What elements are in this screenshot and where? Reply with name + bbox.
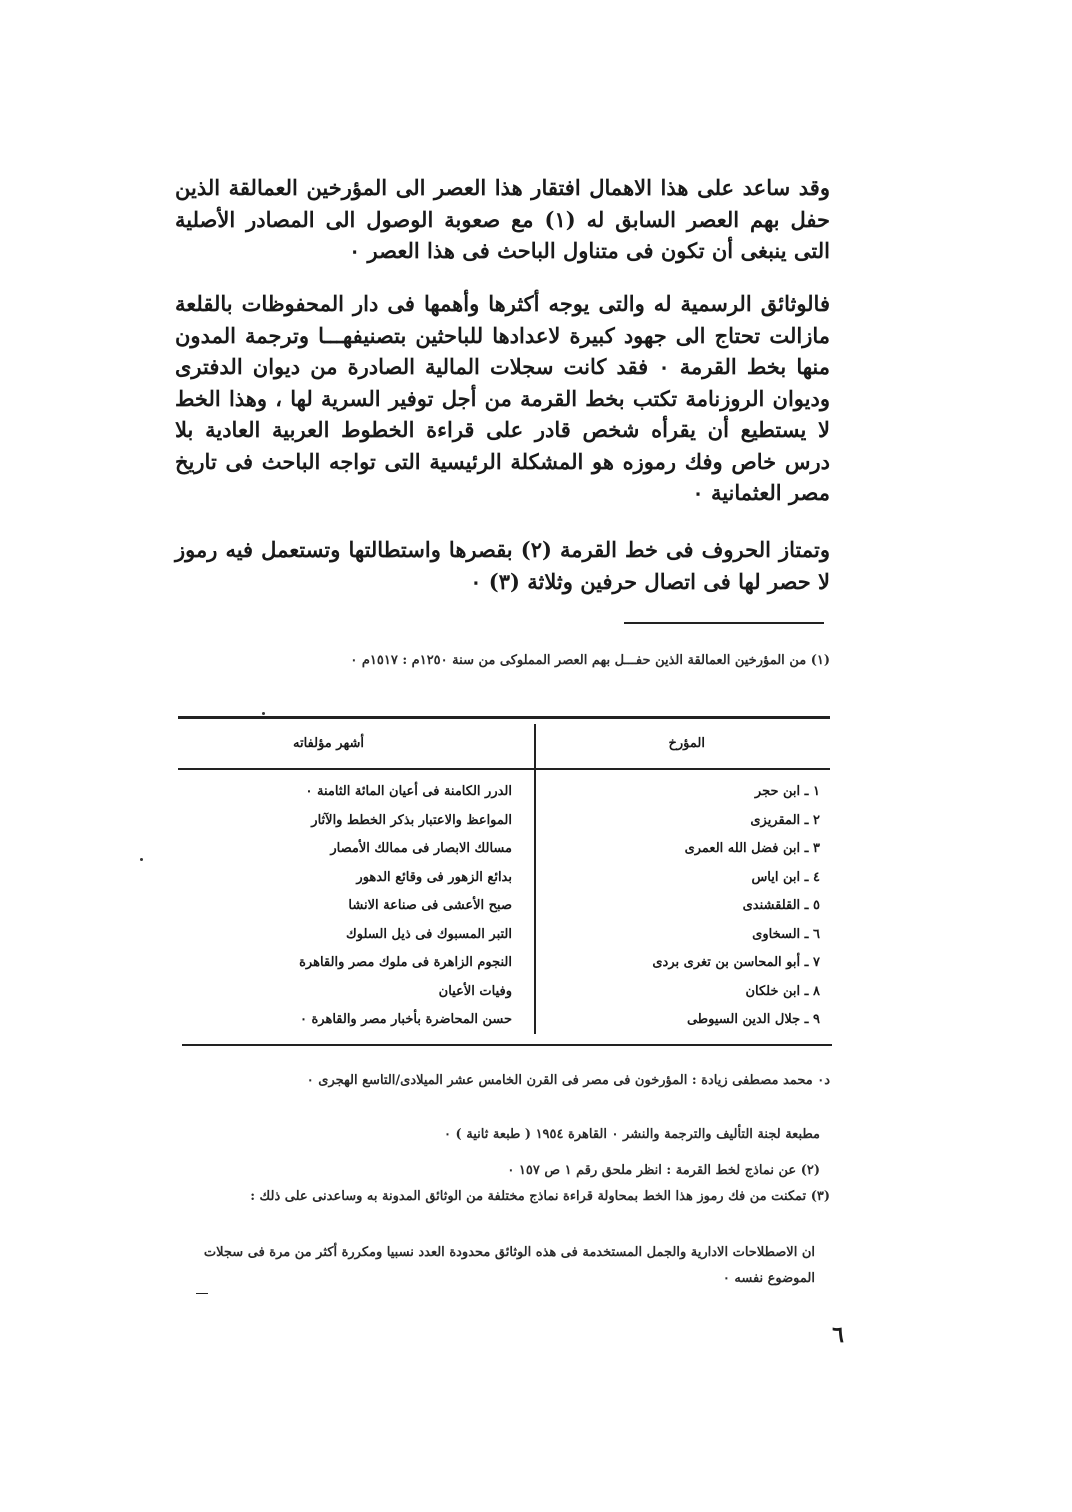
footnote-3: (٣) تمكنت من فك رموز هذا الخط بمحاولة قراءة نماذج مختلفة من الوثائق المدونة به وساعدنى على ذلك :	[250, 1189, 830, 1204]
column-divider	[534, 724, 536, 1034]
footnote-separator	[624, 622, 824, 624]
table-row-work: وفيات الأعيان	[438, 983, 512, 999]
paragraph-2-text: فالوثائق الرسمية له والتى يوجه أكثرها وأهمها فى دار المحفوظات بالقلعة مازالت تحتاج الى جهود كبيرة لاعدادها للباحثين بتصنيفهـــا وترجمة المدون منها بخط القرمة ٠ فقد كانت سجلات المالية الصادرة من ديوان الدفترى وديوان الروزنامة تكتب بخط القرمة من أجل توفير السرية لها ، وهذا الخط لا يستطيع أن يقرأه شخص قادر على قراءة الخطوط العربية العادية بلا درس خاص وفك رموزه هو المشكلة الرئيسية التى تواجه الباحث فى تاريخ مصر العثمانية ٠	[175, 291, 831, 505]
table-row-work: مسالك الابصار فى ممالك الأمصار	[330, 841, 512, 856]
paragraph-1	[175, 172, 830, 267]
header-rule	[178, 768, 830, 770]
speck	[262, 712, 265, 715]
paragraph-3-text: وتمتاز الحروف فى خط القرمة (٢) بقصرها واستطالتها وتستعمل فيه رموز لا حصر لها فى اتصال حرفين وثلاثة (٣) ٠	[175, 537, 831, 594]
table-row-work: النجوم الزاهرة فى ملوك مصر والقاهرة	[299, 955, 512, 970]
paragraph-2	[175, 288, 830, 509]
historians-table	[178, 718, 830, 1034]
footnote-2: (٢) عن نماذج لخط القرمة : انظر ملحق رقم ١ ص ١٥٧ ٠	[507, 1163, 820, 1178]
source-publisher: مطبعة لجنة التأليف والترجمة والنشر ٠ القاهرة ١٩٥٤ ( طبعة ثانية ) ٠	[444, 1127, 820, 1142]
footnote-3-continued: ان الاصطلاحات الادارية والجمل المستخدمة فى هذه الوثائق محدودة العدد نسبيا ومكررة أكثر من مرة فى سجلات الموضوع نفسه ٠	[203, 1245, 815, 1286]
table-row-historian: ٣ ـ ابن فضل الله العمرى	[684, 841, 820, 856]
table-row-historian: ٨ ـ ابن خلكان	[745, 983, 820, 999]
table-row-work: حسن المحاضرة بأخبار مصر والقاهرة ٠	[299, 1012, 512, 1027]
table-row-historian: ٤ ـ ابن اياس	[751, 869, 820, 885]
table-row-historian: ٢ ـ المقريزى	[750, 812, 820, 828]
footnote-1: (١) من المؤرخين العمالقة الذين حفـــل بهم العصر المملوكى من سنة ١٢٥٠م : ١٥١٧م ٠	[350, 653, 830, 668]
small-mark	[196, 1293, 208, 1294]
table-row-historian: ٦ ـ السخاوى	[752, 926, 820, 942]
historian-column	[540, 784, 820, 1041]
table-row-work: الدرر الكامنة فى أعيان المائة الثامنة ٠	[305, 784, 512, 799]
page-number: ٦	[832, 1322, 844, 1348]
source-citation: د٠ محمد مصطفى زيادة : المؤرخون فى مصر فى القرن الخامس عشر الميلادى/التاسع الهجرى ٠	[306, 1073, 830, 1088]
table-row-historian: ٥ ـ القلقشندى	[742, 898, 820, 913]
header-works: أشهر مؤلفاته	[293, 736, 364, 751]
header-historian: المؤرخ	[668, 736, 705, 751]
works-column	[178, 784, 512, 1041]
table-row-historian: ٩ ـ جلال الدين السيوطى	[686, 1012, 820, 1027]
table-row-work: بدائع الزهور فى وقائع الدهور	[356, 869, 512, 885]
table-row-work: التبر المسبوك فى ذيل السلوك	[346, 926, 512, 942]
table-row-work: صبح الأعشى فى صناعة الانشا	[348, 898, 512, 913]
speck	[140, 858, 143, 861]
table-row-historian: ١ ـ ابن حجر	[754, 784, 820, 799]
table-row-historian: ٧ ـ أبو المحاسن بن تغرى بردى	[652, 955, 820, 970]
table-bottom-rule	[182, 1044, 832, 1046]
paragraph-3	[175, 534, 830, 597]
table-row-work: المواعظ والاعتبار بذكر الخطط والآثار	[311, 812, 512, 828]
paragraph-1-text: وقد ساعد على هذا الاهمال افتقار هذا العصر الى المؤرخين العمالقة الذين حفل بهم العصر السابق له (١) مع صعوبة الوصول الى المصادر الأصلية التى ينبغى أن تكون فى متناول الباحث فى هذا العصر ٠	[175, 175, 830, 263]
